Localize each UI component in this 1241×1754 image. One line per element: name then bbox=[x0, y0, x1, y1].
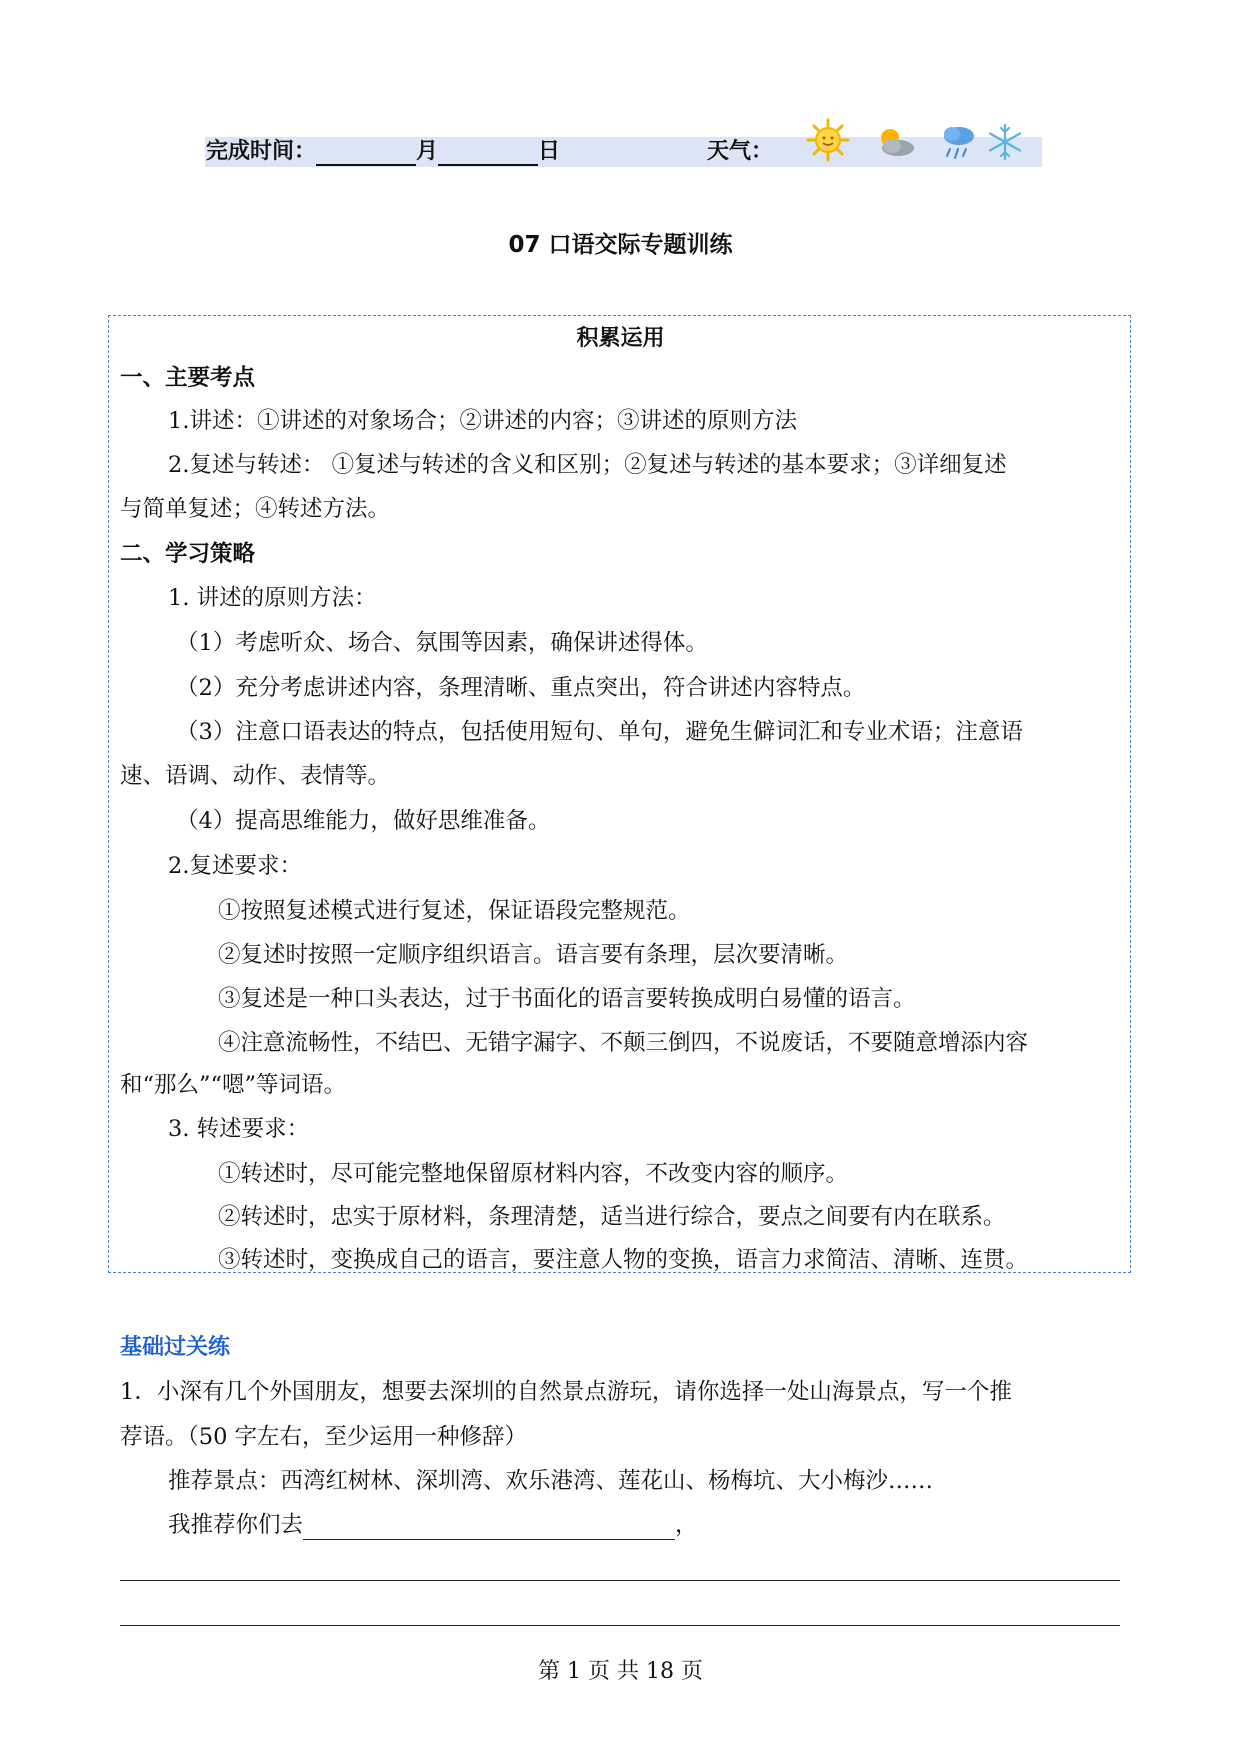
day-blank[interactable] bbox=[438, 142, 538, 166]
retell-req-4: ④注意流畅性，不结巴、无错字漏字、不颠三倒四，不说废话，不要随意增添内容 bbox=[218, 1030, 1029, 1056]
retell-req-2: ②复述时按照一定顺序组织语言。语言要有条理，层次要清晰。 bbox=[218, 942, 849, 968]
weather-label: 天气： bbox=[707, 139, 774, 164]
key-point-2-cont: 与简单复述；④转述方法。 bbox=[120, 496, 391, 522]
retell-req-1: ①按照复述模式进行复述，保证语段完整规范。 bbox=[218, 898, 691, 924]
key-point-2: 2.复述与转述： ①复述与转述的含义和区别；②复述与转述的基本要求；③详细复述 bbox=[168, 452, 1007, 478]
relay-req-1: ①转述时，尽可能完整地保留原材料内容，不改变内容的顺序。 bbox=[218, 1161, 849, 1187]
section-heading-strategies: 二、学习策略 bbox=[120, 541, 256, 567]
strategy-item-4: （4）提高思维能力，做好思维准备。 bbox=[176, 808, 551, 834]
strategy-heading-2: 2.复述要求： bbox=[168, 853, 302, 879]
answer-prompt: 我推荐你们去 bbox=[168, 1512, 304, 1538]
strategy-item-3: （3）注意口语表达的特点，包括使用短句、单句，避免生僻词汇和专业术语；注意语 bbox=[176, 719, 1023, 745]
answer-blank[interactable] bbox=[303, 1515, 675, 1540]
answer-comma: ， bbox=[675, 1512, 698, 1538]
retell-req-4-cont: 和“那么”“嗯”等词语。 bbox=[120, 1072, 347, 1098]
relay-req-3: ③转述时，变换成自己的语言，要注意人物的变换，语言力求简洁、清晰、连贯。 bbox=[218, 1247, 1029, 1273]
sun-icon[interactable] bbox=[806, 118, 850, 162]
answer-line-2[interactable] bbox=[120, 1625, 1120, 1626]
section-heading-key-points: 一、主要考点 bbox=[120, 365, 256, 391]
snowflake-icon[interactable] bbox=[985, 122, 1025, 162]
strategy-item-1: （1）考虑听众、场合、氛围等因素，确保讲述得体。 bbox=[176, 630, 708, 656]
question-1-cont: 荐语。（50 字左右，至少运用一种修辞） bbox=[120, 1424, 528, 1450]
relay-req-2: ②转述时，忠实于原材料，条理清楚，适当进行综合，要点之间要有内在联系。 bbox=[218, 1204, 1006, 1230]
answer-prompt-row bbox=[168, 1510, 1178, 1540]
recommended-spots: 推荐景点：西湾红树林、深圳湾、欢乐港湾、莲花山、杨梅坑、大小梅沙…… bbox=[168, 1468, 934, 1494]
strategy-heading-1: 1. 讲述的原则方法： bbox=[168, 585, 377, 611]
page-title: 07 口语交际专题训练 bbox=[508, 232, 733, 258]
page-number: 第 1 页 共 18 页 bbox=[538, 1659, 703, 1684]
practice-heading: 基础过关练 bbox=[120, 1335, 231, 1360]
month-label: 月 bbox=[416, 139, 439, 164]
box-title: 积累运用 bbox=[576, 326, 665, 351]
question-1: 1．小深有几个外国朋友，想要去深圳的自然景点游玩，请你选择一处山海景点，写一个推 bbox=[120, 1379, 1012, 1405]
month-blank[interactable] bbox=[316, 142, 416, 166]
completion-time-row bbox=[206, 138, 560, 166]
rain-icon[interactable] bbox=[938, 122, 978, 164]
key-point-1: 1.讲述：①讲述的对象场合；②讲述的内容；③讲述的原则方法 bbox=[168, 408, 797, 434]
strategy-heading-3: 3. 转述要求： bbox=[168, 1116, 310, 1142]
retell-req-3: ③复述是一种口头表达，过于书面化的语言要转换成明白易懂的语言。 bbox=[218, 986, 916, 1012]
strategy-item-3-cont: 速、语调、动作、表情等。 bbox=[120, 763, 391, 789]
partly-cloudy-icon[interactable] bbox=[872, 124, 918, 160]
strategy-item-2: （2）充分考虑讲述内容，条理清晰、重点突出，符合讲述内容特点。 bbox=[176, 675, 866, 701]
day-label: 日 bbox=[538, 139, 561, 164]
answer-line-1[interactable] bbox=[120, 1580, 1120, 1581]
completion-label: 完成时间： bbox=[206, 139, 317, 164]
